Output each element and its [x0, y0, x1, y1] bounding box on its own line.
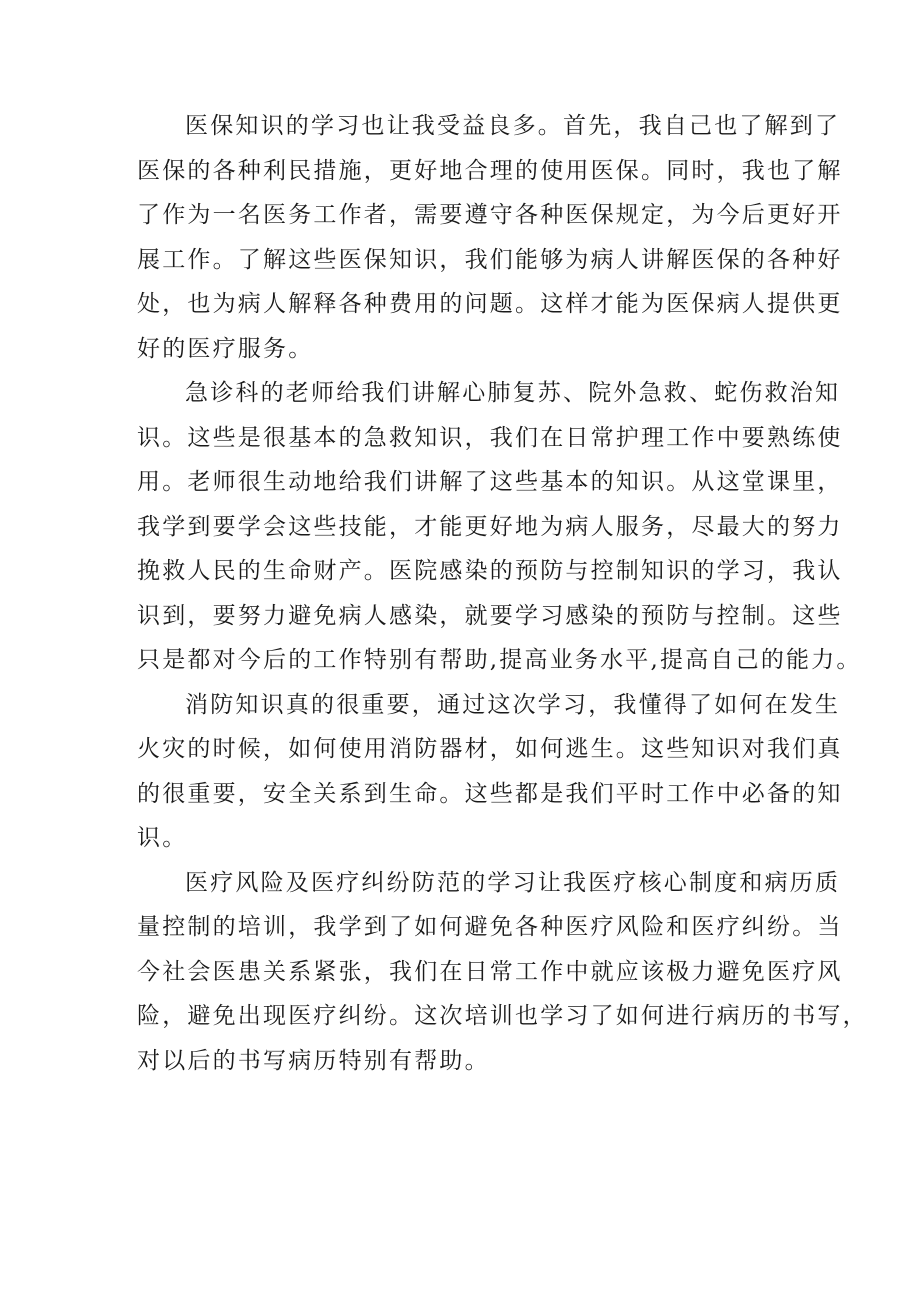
- text-line: 识到，要努力避免病人感染，就要学习感染的预防与控制。这些: [137, 602, 843, 629]
- text-line: 今社会医患关系紧张，我们在日常工作中就应该极力避免医疗风: [137, 958, 843, 985]
- paragraph-emergency: [137, 371, 862, 683]
- text-line: 好的医疗服务。: [137, 335, 314, 362]
- text-line: 险，避免出现医疗纠纷。这次培训也学习了如何进行病历的书写，: [137, 1003, 868, 1029]
- text-line: 我学到要学会这些技能，才能更好地为病人服务，尽最大的努力: [137, 513, 843, 540]
- text-line: 量控制的培训，我学到了如何避免各种医疗风险和医疗纠纷。当: [137, 914, 843, 940]
- document-body: [137, 104, 868, 1083]
- paragraph-medical-insurance: [137, 104, 843, 371]
- text-line: 对以后的书写病历特别有帮助。: [137, 1047, 490, 1074]
- text-line: 火灾的时候，如何使用消防器材，如何逃生。这些知识对我们真: [137, 736, 843, 762]
- paragraph-fire-safety: [137, 683, 843, 861]
- text-line: 识。: [137, 825, 188, 851]
- text-line: 识。这些是很基本的急救知识，我们在日常护理工作中要熟练使: [137, 424, 843, 451]
- text-line: 医保知识的学习也让我受益良多。首先，我自己也了解到了: [185, 113, 841, 139]
- text-line: 处，也为病人解释各种费用的问题。这样才能为医保病人提供更: [137, 291, 843, 317]
- text-line: 挽救人民的生命财产。医院感染的预防与控制知识的学习，我认: [137, 558, 843, 584]
- text-line: 消防知识真的很重要，通过这次学习，我懂得了如何在发生: [185, 691, 841, 718]
- text-line: 医疗风险及医疗纠纷防范的学习让我医疗核心制度和病历质: [185, 869, 841, 896]
- text-line: 的很重要，安全关系到生命。这些都是我们平时工作中必备的知: [137, 780, 843, 807]
- text-line: 只是都对今后的工作特别有帮助,提高业务水平,提高自己的能力。: [137, 647, 862, 673]
- text-line: 展工作。了解这些医保知识，我们能够为病人讲解医保的各种好: [137, 246, 843, 273]
- text-line: 用。老师很生动地给我们讲解了这些基本的知识。从这堂课里，: [137, 469, 843, 495]
- text-line: 医保的各种利民措施，更好地合理的使用医保。同时，我也了解: [137, 157, 843, 184]
- text-line: 了作为一名医务工作者，需要遵守各种医保规定，为今后更好开: [137, 202, 843, 228]
- paragraph-medical-risk: [137, 861, 868, 1084]
- text-line: 急诊科的老师给我们讲解心肺复苏、院外急救、蛇伤救治知: [185, 380, 841, 406]
